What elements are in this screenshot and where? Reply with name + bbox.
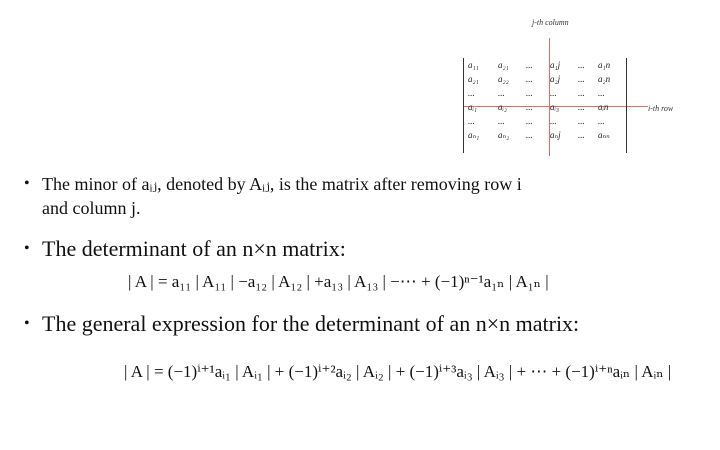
matrix	[463, 58, 627, 153]
matrix-cell: ...	[526, 116, 533, 126]
matrix-cell: ...	[578, 130, 585, 140]
matrix-cell: a₂₁	[468, 74, 479, 84]
matrix-cell: ...	[578, 60, 585, 70]
matrix-cell: aₙ₂	[498, 130, 510, 140]
matrix-cell: ...	[578, 116, 585, 126]
bullet-marker: •	[24, 315, 30, 332]
matrix-cell: a₁j	[550, 60, 561, 70]
bullet-marker: •	[24, 175, 30, 192]
matrix-cell: ...	[526, 60, 533, 70]
matrix-cell: ...	[498, 116, 505, 126]
matrix-cell: a₂₁	[498, 60, 509, 70]
bullet-text-line2: and column j.	[42, 198, 141, 218]
column-caption: j-th column	[532, 18, 569, 27]
matrix-cell: ...	[526, 74, 533, 84]
matrix-cell: ...	[526, 102, 533, 112]
matrix-cell: aₙₙ	[598, 130, 610, 140]
matrix-cell: aᵢn	[598, 102, 609, 112]
matrix-cell: ...	[526, 130, 533, 140]
matrix-cell: ...	[498, 88, 505, 98]
matrix-cell: aᵢ₁	[468, 102, 478, 112]
bullet-text: The determinant of an n×n matrix:	[42, 236, 346, 261]
matrix-cell: a₁₁	[468, 60, 479, 70]
matrix-cell: ...	[550, 88, 557, 98]
matrix-cell: a₂₂	[498, 74, 509, 84]
bullet-text: The general expression for the determinant of an n×n matrix:	[42, 311, 580, 336]
matrix-figure	[455, 18, 695, 148]
matrix-cell: aₙ₁	[468, 130, 480, 140]
matrix-cell: ...	[526, 88, 533, 98]
matrix-cell: ...	[578, 74, 585, 84]
row-caption: i-th row	[648, 104, 674, 113]
matrix-cell: ...	[468, 116, 475, 126]
bullet-general-expression	[24, 310, 579, 338]
matrix-cell: ...	[468, 88, 475, 98]
bullet-marker: •	[24, 240, 30, 257]
matrix-cell: a₂j	[550, 74, 561, 84]
matrix-cell: ...	[550, 116, 557, 126]
matrix-cell: a₂n	[598, 74, 611, 84]
bullet-determinant	[24, 235, 346, 263]
matrix-cell: ...	[598, 116, 605, 126]
general-determinant-formula: | A | = (−1)ⁱ⁺¹aᵢ₁ | Aᵢ₁ | + (−1)ⁱ⁺²aᵢ₂ | Aᵢ₂ | + (−1)ⁱ⁺³aᵢ₃ | Aᵢ₃ | + ⋯ + (−1)ⁱ⁺ⁿaᵢₙ | Aᵢₙ |	[124, 362, 672, 381]
bullet-text-line1: The minor of aᵢⱼ, denoted by Aᵢⱼ, is the matrix after removing row i	[42, 174, 522, 194]
matrix-cell: ...	[578, 102, 585, 112]
matrix-cell: aᵢ₂	[498, 102, 508, 112]
matrix-cell: aₙj	[550, 130, 561, 140]
matrix-cell: ...	[578, 88, 585, 98]
matrix-cell: a₁n	[598, 60, 611, 70]
determinant-formula: | A | = a₁₁ | A₁₁ | −a₁₂ | A₁₂ | +a₁₃ | A₁₃ | −⋯ + (−1)ⁿ⁻¹a₁ₙ | A₁ₙ |	[128, 272, 549, 291]
matrix-cell: aᵢ₃	[550, 102, 560, 112]
matrix-cell: ...	[598, 88, 605, 98]
bullet-minor-definition	[24, 172, 714, 220]
